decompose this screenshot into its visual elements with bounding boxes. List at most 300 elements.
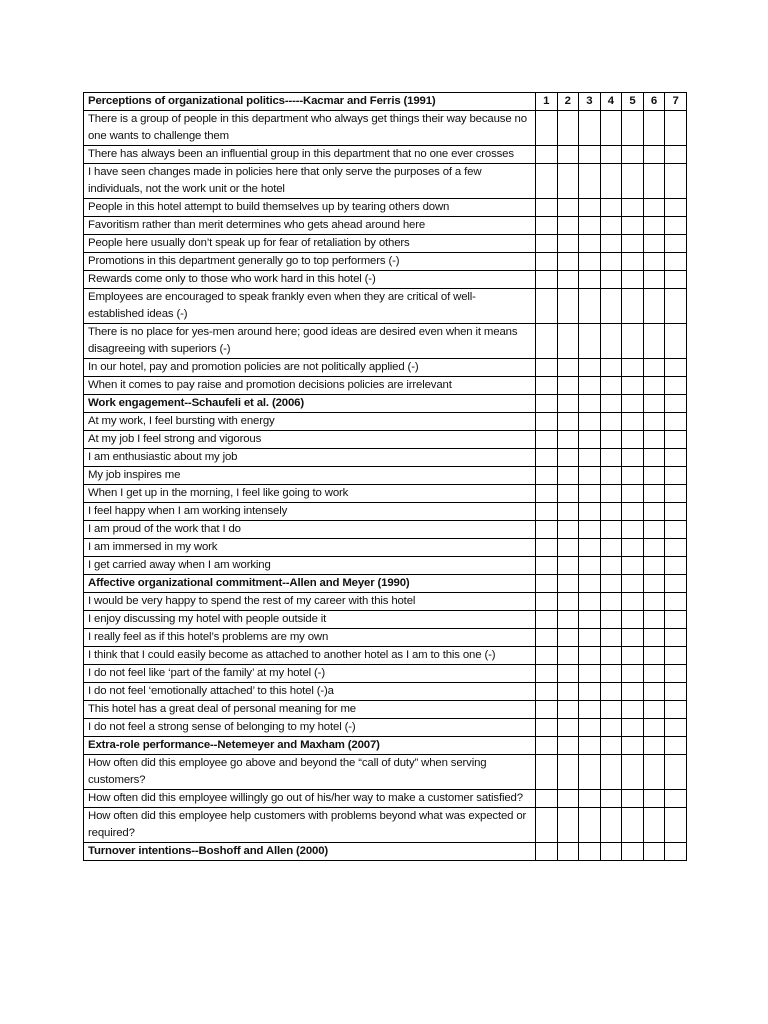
section-title: Turnover intentions--Boshoff and Allen (2000): [84, 843, 536, 861]
rating-cell-1[interactable]: [536, 289, 558, 324]
rating-cell-6[interactable]: [643, 808, 665, 843]
rating-cell-7[interactable]: [665, 539, 687, 557]
rating-cell-4[interactable]: [600, 539, 622, 557]
rating-cell-3[interactable]: [579, 539, 601, 557]
rating-cell-7[interactable]: [665, 359, 687, 377]
rating-cell-6[interactable]: [643, 629, 665, 647]
item-text: I have seen changes made in policies here that only serve the purposes of a few individuals, not the work unit or the hotel: [84, 164, 536, 199]
item-text: How often did this employee help customers with problems beyond what was expected or required?: [84, 808, 536, 843]
rating-cell-4: [600, 395, 622, 413]
questionnaire-item-row: [84, 217, 687, 235]
rating-cell-3[interactable]: [579, 808, 601, 843]
scale-header-1: 1: [536, 93, 558, 111]
rating-cell-7[interactable]: [665, 235, 687, 253]
rating-cell-6: [643, 395, 665, 413]
rating-cell-1[interactable]: [536, 647, 558, 665]
rating-cell-4[interactable]: [600, 111, 622, 146]
rating-cell-2[interactable]: [557, 611, 579, 629]
rating-cell-5[interactable]: [622, 593, 644, 611]
rating-cell-1[interactable]: [536, 665, 558, 683]
rating-cell-7[interactable]: [665, 629, 687, 647]
item-text: I do not feel a strong sense of belonging to my hotel (-): [84, 719, 536, 737]
rating-cell-6: [643, 843, 665, 861]
rating-cell-3[interactable]: [579, 557, 601, 575]
rating-cell-6[interactable]: [643, 431, 665, 449]
rating-cell-7[interactable]: [665, 199, 687, 217]
questionnaire-item-row: [84, 593, 687, 611]
rating-cell-6[interactable]: [643, 719, 665, 737]
questionnaire-item-row: [84, 324, 687, 359]
rating-cell-3[interactable]: [579, 521, 601, 539]
item-text: I do not feel ‘emotionally attached’ to this hotel (-)a: [84, 683, 536, 701]
rating-cell-5[interactable]: [622, 377, 644, 395]
item-text: I am proud of the work that I do: [84, 521, 536, 539]
rating-cell-3[interactable]: [579, 593, 601, 611]
rating-cell-6[interactable]: [643, 235, 665, 253]
rating-cell-5[interactable]: [622, 111, 644, 146]
rating-cell-7[interactable]: [665, 467, 687, 485]
item-text: How often did this employee willingly go out of his/her way to make a customer satisfied?: [84, 790, 536, 808]
rating-cell-1[interactable]: [536, 629, 558, 647]
rating-cell-4[interactable]: [600, 790, 622, 808]
rating-cell-7[interactable]: [665, 755, 687, 790]
rating-cell-3[interactable]: [579, 253, 601, 271]
section-title: Work engagement--Schaufeli et al. (2006): [84, 395, 536, 413]
rating-cell-6[interactable]: [643, 217, 665, 235]
rating-cell-2[interactable]: [557, 467, 579, 485]
rating-cell-5[interactable]: [622, 413, 644, 431]
rating-cell-4[interactable]: [600, 755, 622, 790]
rating-cell-1[interactable]: [536, 467, 558, 485]
item-text: I really feel as if this hotel’s problems are my own: [84, 629, 536, 647]
rating-cell-4[interactable]: [600, 253, 622, 271]
item-text: At my job I feel strong and vigorous: [84, 431, 536, 449]
rating-cell-1[interactable]: [536, 431, 558, 449]
rating-cell-6[interactable]: [643, 324, 665, 359]
rating-cell-7[interactable]: [665, 449, 687, 467]
rating-cell-1[interactable]: [536, 199, 558, 217]
rating-cell-1[interactable]: [536, 701, 558, 719]
rating-cell-4: [600, 737, 622, 755]
rating-cell-5[interactable]: [622, 217, 644, 235]
rating-cell-5[interactable]: [622, 557, 644, 575]
rating-cell-3[interactable]: [579, 217, 601, 235]
rating-cell-1: [536, 843, 558, 861]
rating-cell-2[interactable]: [557, 377, 579, 395]
questionnaire-item-row: [84, 539, 687, 557]
item-text: This hotel has a great deal of personal meaning for me: [84, 701, 536, 719]
questionnaire-item-row: [84, 431, 687, 449]
questionnaire-item-row: [84, 467, 687, 485]
rating-cell-2[interactable]: [557, 629, 579, 647]
rating-cell-4[interactable]: [600, 146, 622, 164]
rating-cell-6: [643, 737, 665, 755]
questionnaire-item-row: [84, 253, 687, 271]
rating-cell-3[interactable]: [579, 665, 601, 683]
rating-cell-5[interactable]: [622, 289, 644, 324]
rating-cell-4[interactable]: [600, 431, 622, 449]
rating-cell-5[interactable]: [622, 253, 644, 271]
rating-cell-4[interactable]: [600, 413, 622, 431]
rating-cell-5[interactable]: [622, 683, 644, 701]
rating-cell-3[interactable]: [579, 449, 601, 467]
scale-header-3: 3: [579, 93, 601, 111]
rating-cell-6[interactable]: [643, 289, 665, 324]
rating-cell-4[interactable]: [600, 199, 622, 217]
rating-cell-4[interactable]: [600, 629, 622, 647]
rating-cell-1[interactable]: [536, 539, 558, 557]
rating-cell-2[interactable]: [557, 557, 579, 575]
rating-cell-4[interactable]: [600, 449, 622, 467]
rating-cell-7[interactable]: [665, 271, 687, 289]
rating-cell-4[interactable]: [600, 521, 622, 539]
rating-cell-1: [536, 737, 558, 755]
rating-cell-5[interactable]: [622, 790, 644, 808]
rating-cell-6[interactable]: [643, 164, 665, 199]
item-text: I would be very happy to spend the rest of my career with this hotel: [84, 593, 536, 611]
rating-cell-4[interactable]: [600, 289, 622, 324]
rating-cell-5[interactable]: [622, 324, 644, 359]
rating-cell-5[interactable]: [622, 485, 644, 503]
rating-cell-5[interactable]: [622, 539, 644, 557]
rating-cell-4[interactable]: [600, 271, 622, 289]
rating-cell-6[interactable]: [643, 665, 665, 683]
item-text: I am enthusiastic about my job: [84, 449, 536, 467]
rating-cell-3[interactable]: [579, 199, 601, 217]
rating-cell-5[interactable]: [622, 647, 644, 665]
rating-cell-3[interactable]: [579, 146, 601, 164]
rating-cell-3[interactable]: [579, 485, 601, 503]
rating-cell-7[interactable]: [665, 164, 687, 199]
rating-cell-1[interactable]: [536, 449, 558, 467]
rating-cell-2[interactable]: [557, 755, 579, 790]
rating-cell-1[interactable]: [536, 557, 558, 575]
rating-cell-1[interactable]: [536, 413, 558, 431]
scale-header-7: 7: [665, 93, 687, 111]
questionnaire-item-row: [84, 235, 687, 253]
rating-cell-6[interactable]: [643, 701, 665, 719]
rating-cell-4[interactable]: [600, 611, 622, 629]
rating-cell-6[interactable]: [643, 146, 665, 164]
rating-cell-1: [536, 575, 558, 593]
rating-cell-3[interactable]: [579, 611, 601, 629]
rating-cell-2[interactable]: [557, 701, 579, 719]
rating-cell-5[interactable]: [622, 271, 644, 289]
rating-cell-1[interactable]: [536, 235, 558, 253]
rating-cell-7[interactable]: [665, 111, 687, 146]
rating-cell-7[interactable]: [665, 790, 687, 808]
rating-cell-7[interactable]: [665, 521, 687, 539]
rating-cell-1: [536, 395, 558, 413]
rating-cell-4[interactable]: [600, 164, 622, 199]
rating-cell-4[interactable]: [600, 324, 622, 359]
item-text: There is a group of people in this department who always get things their way because no one wants to challenge them: [84, 111, 536, 146]
rating-cell-3[interactable]: [579, 719, 601, 737]
rating-cell-1[interactable]: [536, 359, 558, 377]
rating-cell-3[interactable]: [579, 111, 601, 146]
rating-cell-2[interactable]: [557, 235, 579, 253]
rating-cell-7[interactable]: [665, 431, 687, 449]
rating-cell-7[interactable]: [665, 557, 687, 575]
rating-cell-2[interactable]: [557, 719, 579, 737]
rating-cell-5[interactable]: [622, 431, 644, 449]
rating-cell-5: [622, 575, 644, 593]
rating-cell-4[interactable]: [600, 808, 622, 843]
rating-cell-5[interactable]: [622, 503, 644, 521]
rating-cell-6[interactable]: [643, 485, 665, 503]
item-text: People here usually don’t speak up for fear of retaliation by others: [84, 235, 536, 253]
rating-cell-4[interactable]: [600, 719, 622, 737]
rating-cell-4[interactable]: [600, 665, 622, 683]
rating-cell-4[interactable]: [600, 503, 622, 521]
rating-cell-3[interactable]: [579, 503, 601, 521]
questionnaire-item-row: [84, 701, 687, 719]
questionnaire-item-row: [84, 503, 687, 521]
rating-cell-2[interactable]: [557, 503, 579, 521]
questionnaire-item-row: [84, 413, 687, 431]
rating-cell-4[interactable]: [600, 359, 622, 377]
rating-cell-2[interactable]: [557, 359, 579, 377]
rating-cell-2: [557, 843, 579, 861]
rating-cell-2[interactable]: [557, 665, 579, 683]
rating-cell-2[interactable]: [557, 521, 579, 539]
rating-cell-7[interactable]: [665, 217, 687, 235]
rating-cell-7[interactable]: [665, 289, 687, 324]
rating-cell-3[interactable]: [579, 683, 601, 701]
rating-cell-6[interactable]: [643, 413, 665, 431]
rating-cell-3[interactable]: [579, 467, 601, 485]
questionnaire-item-row: [84, 289, 687, 324]
rating-cell-1[interactable]: [536, 271, 558, 289]
scale-header-2: 2: [557, 93, 579, 111]
rating-cell-1[interactable]: [536, 755, 558, 790]
rating-cell-7[interactable]: [665, 665, 687, 683]
rating-cell-6[interactable]: [643, 467, 665, 485]
rating-cell-5[interactable]: [622, 808, 644, 843]
item-text: Rewards come only to those who work hard in this hotel (-): [84, 271, 536, 289]
rating-cell-2[interactable]: [557, 217, 579, 235]
rating-cell-5: [622, 737, 644, 755]
rating-cell-2[interactable]: [557, 808, 579, 843]
rating-cell-7[interactable]: [665, 253, 687, 271]
rating-cell-1[interactable]: [536, 111, 558, 146]
rating-cell-3[interactable]: [579, 431, 601, 449]
rating-cell-3[interactable]: [579, 629, 601, 647]
rating-cell-1[interactable]: [536, 324, 558, 359]
item-text: I do not feel like ‘part of the family’ at my hotel (-): [84, 665, 536, 683]
section-header-row: [84, 93, 687, 111]
rating-cell-2[interactable]: [557, 647, 579, 665]
rating-cell-1[interactable]: [536, 611, 558, 629]
rating-cell-1[interactable]: [536, 790, 558, 808]
rating-cell-6[interactable]: [643, 359, 665, 377]
scale-header-5: 5: [622, 93, 644, 111]
rating-cell-2[interactable]: [557, 485, 579, 503]
rating-cell-7: [665, 737, 687, 755]
rating-cell-6[interactable]: [643, 755, 665, 790]
rating-cell-7[interactable]: [665, 701, 687, 719]
rating-cell-3[interactable]: [579, 413, 601, 431]
questionnaire-item-row: [84, 665, 687, 683]
rating-cell-5[interactable]: [622, 199, 644, 217]
rating-cell-1[interactable]: [536, 593, 558, 611]
questionnaire-item-row: [84, 521, 687, 539]
rating-cell-2: [557, 395, 579, 413]
rating-cell-5[interactable]: [622, 235, 644, 253]
rating-cell-4[interactable]: [600, 593, 622, 611]
rating-cell-4[interactable]: [600, 701, 622, 719]
rating-cell-5[interactable]: [622, 665, 644, 683]
rating-cell-1[interactable]: [536, 146, 558, 164]
rating-cell-2[interactable]: [557, 539, 579, 557]
item-text: I get carried away when I am working: [84, 557, 536, 575]
rating-cell-5[interactable]: [622, 755, 644, 790]
questionnaire-item-row: [84, 683, 687, 701]
rating-cell-4[interactable]: [600, 377, 622, 395]
rating-cell-2[interactable]: [557, 271, 579, 289]
rating-cell-3[interactable]: [579, 701, 601, 719]
questionnaire-item-row: [84, 146, 687, 164]
rating-cell-7: [665, 575, 687, 593]
rating-cell-6[interactable]: [643, 503, 665, 521]
rating-cell-3[interactable]: [579, 271, 601, 289]
rating-cell-5: [622, 843, 644, 861]
rating-cell-1[interactable]: [536, 521, 558, 539]
rating-cell-6[interactable]: [643, 593, 665, 611]
rating-cell-1[interactable]: [536, 217, 558, 235]
rating-cell-2[interactable]: [557, 324, 579, 359]
rating-cell-5[interactable]: [622, 521, 644, 539]
rating-cell-2[interactable]: [557, 111, 579, 146]
rating-cell-7[interactable]: [665, 146, 687, 164]
rating-cell-2[interactable]: [557, 790, 579, 808]
rating-cell-4[interactable]: [600, 467, 622, 485]
rating-cell-2[interactable]: [557, 146, 579, 164]
rating-cell-5[interactable]: [622, 359, 644, 377]
rating-cell-5[interactable]: [622, 164, 644, 199]
rating-cell-1[interactable]: [536, 377, 558, 395]
rating-cell-3[interactable]: [579, 790, 601, 808]
rating-cell-3[interactable]: [579, 324, 601, 359]
rating-cell-6[interactable]: [643, 111, 665, 146]
rating-cell-5[interactable]: [622, 611, 644, 629]
rating-cell-4[interactable]: [600, 647, 622, 665]
item-text: Favoritism rather than merit determines who gets ahead around here: [84, 217, 536, 235]
rating-cell-7[interactable]: [665, 808, 687, 843]
rating-cell-5: [622, 395, 644, 413]
questionnaire-item-row: [84, 199, 687, 217]
rating-cell-2[interactable]: [557, 199, 579, 217]
rating-cell-2[interactable]: [557, 449, 579, 467]
rating-cell-6[interactable]: [643, 253, 665, 271]
rating-cell-1[interactable]: [536, 503, 558, 521]
rating-cell-1[interactable]: [536, 719, 558, 737]
rating-cell-3[interactable]: [579, 377, 601, 395]
rating-cell-3: [579, 843, 601, 861]
rating-cell-5[interactable]: [622, 719, 644, 737]
rating-cell-6[interactable]: [643, 611, 665, 629]
rating-cell-7[interactable]: [665, 719, 687, 737]
rating-cell-6[interactable]: [643, 199, 665, 217]
rating-cell-7[interactable]: [665, 503, 687, 521]
rating-cell-6[interactable]: [643, 377, 665, 395]
rating-cell-4[interactable]: [600, 235, 622, 253]
rating-cell-7[interactable]: [665, 413, 687, 431]
rating-cell-2[interactable]: [557, 413, 579, 431]
item-text: When it comes to pay raise and promotion decisions policies are irrelevant: [84, 377, 536, 395]
rating-cell-2[interactable]: [557, 683, 579, 701]
rating-cell-6[interactable]: [643, 449, 665, 467]
rating-cell-3[interactable]: [579, 359, 601, 377]
rating-cell-3[interactable]: [579, 235, 601, 253]
rating-cell-6[interactable]: [643, 557, 665, 575]
rating-cell-2[interactable]: [557, 289, 579, 324]
section-title: Perceptions of organizational politics-----Kacmar and Ferris (1991): [84, 93, 536, 111]
rating-cell-7[interactable]: [665, 647, 687, 665]
rating-cell-1[interactable]: [536, 253, 558, 271]
rating-cell-2[interactable]: [557, 431, 579, 449]
rating-cell-6[interactable]: [643, 539, 665, 557]
questionnaire-item-row: [84, 629, 687, 647]
rating-cell-3: [579, 575, 601, 593]
rating-cell-4[interactable]: [600, 683, 622, 701]
item-text: There is no place for yes-men around here; good ideas are desired even when it means disagreeing with superiors (-): [84, 324, 536, 359]
questionnaire-item-row: [84, 611, 687, 629]
rating-cell-5[interactable]: [622, 449, 644, 467]
rating-cell-3[interactable]: [579, 164, 601, 199]
rating-cell-3[interactable]: [579, 755, 601, 790]
rating-cell-3[interactable]: [579, 289, 601, 324]
section-header-row: [84, 737, 687, 755]
rating-cell-2[interactable]: [557, 253, 579, 271]
rating-cell-2[interactable]: [557, 164, 579, 199]
section-title: Extra-role performance--Netemeyer and Maxham (2007): [84, 737, 536, 755]
rating-cell-7[interactable]: [665, 683, 687, 701]
questionnaire-item-row: [84, 485, 687, 503]
rating-cell-1[interactable]: [536, 683, 558, 701]
questionnaire-item-row: [84, 449, 687, 467]
questionnaire-item-row: [84, 719, 687, 737]
rating-cell-6[interactable]: [643, 683, 665, 701]
rating-cell-1[interactable]: [536, 808, 558, 843]
rating-cell-6[interactable]: [643, 647, 665, 665]
rating-cell-7[interactable]: [665, 611, 687, 629]
item-text: There has always been an influential group in this department that no one ever crosses: [84, 146, 536, 164]
questionnaire-item-row: [84, 271, 687, 289]
rating-cell-7[interactable]: [665, 485, 687, 503]
rating-cell-5[interactable]: [622, 146, 644, 164]
rating-cell-2[interactable]: [557, 593, 579, 611]
rating-cell-7[interactable]: [665, 324, 687, 359]
item-text: In our hotel, pay and promotion policies are not politically applied (-): [84, 359, 536, 377]
rating-cell-7[interactable]: [665, 377, 687, 395]
rating-cell-1[interactable]: [536, 164, 558, 199]
rating-cell-4[interactable]: [600, 557, 622, 575]
rating-cell-6[interactable]: [643, 271, 665, 289]
rating-cell-5[interactable]: [622, 701, 644, 719]
rating-cell-3[interactable]: [579, 647, 601, 665]
rating-cell-4[interactable]: [600, 217, 622, 235]
rating-cell-5[interactable]: [622, 467, 644, 485]
questionnaire-item-row: [84, 164, 687, 199]
questionnaire-item-row: [84, 557, 687, 575]
rating-cell-4[interactable]: [600, 485, 622, 503]
rating-cell-1[interactable]: [536, 485, 558, 503]
rating-cell-6[interactable]: [643, 521, 665, 539]
rating-cell-5[interactable]: [622, 629, 644, 647]
rating-cell-7[interactable]: [665, 593, 687, 611]
rating-cell-6[interactable]: [643, 790, 665, 808]
